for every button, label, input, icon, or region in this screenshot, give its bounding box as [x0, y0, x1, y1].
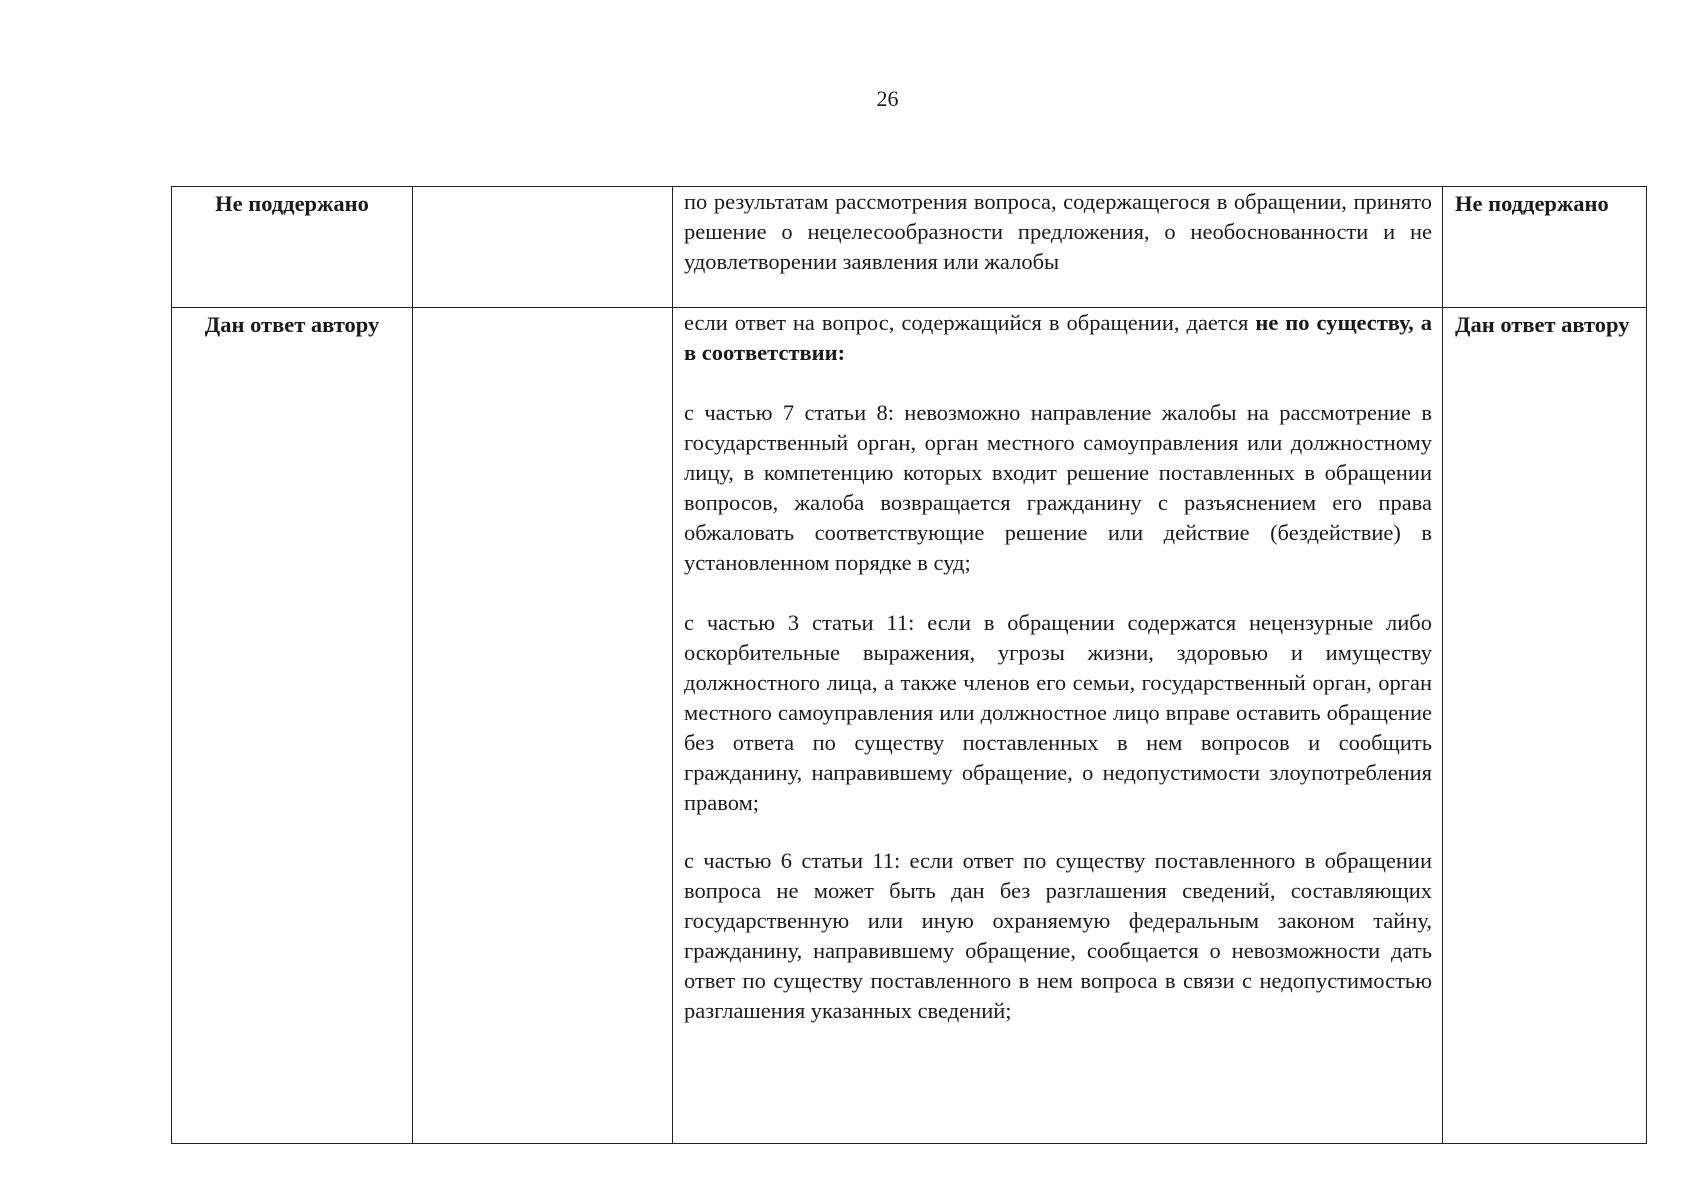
intro-plain: если ответ на вопрос, содержащийся в обращении, дается: [684, 310, 1256, 335]
status-cell-right: Не поддержано: [1443, 187, 1647, 308]
status-cell-left: Не поддержано: [172, 187, 413, 308]
table-row: [172, 308, 1647, 1144]
intro-bold: не по существу, а в соответствии:: [684, 310, 1433, 365]
description-paragraph: с частью 3 статьи 11: если в обращении содержатся нецензурные либо оскорбительные выражения, угрозы жизни, здоровью и имуществу должностного лица, а также членов его семьи, государственный орган, орган местного самоуправления или должностное лицо вправе оставить обращение без ответа по существу поставленных в нем вопросов и сообщить гражданину, направившему обращение, о недопустимости злоупотребления правом;: [684, 610, 1432, 815]
description-text: по результатам рассмотрения вопроса, содержащегося в обращении, принято решение о нецелесообразности предложения, о необоснованности и не удовлетворении заявления или жалобы: [684, 189, 1432, 274]
results-table: [171, 186, 1647, 1144]
table-row: [172, 187, 1647, 308]
empty-cell: [413, 187, 673, 308]
status-cell-right: Дан ответ автору: [1443, 308, 1647, 1144]
description-paragraph: с частью 7 статьи 8: невозможно направление жалобы на рассмотрение в государственный орган, орган местного самоуправления или должностному лицу, в компетенцию которых входит решение поставленных в обращении вопросов, жалоба возвращается гражданину с разъяснением его права обжаловать соответствующие решение или действие (бездействие) в установленном порядке в суд;: [684, 400, 1432, 575]
page-number: 26: [876, 86, 899, 111]
empty-cell: [413, 308, 673, 1144]
description-cell: [673, 308, 1443, 1144]
description-cell: [673, 187, 1443, 308]
description-intro: [684, 308, 1432, 368]
status-cell-left: Дан ответ автору: [172, 308, 413, 1144]
description-paragraph: с частью 6 статьи 11: если ответ по существу поставленного в обращении вопроса не может быть дан без разглашения сведений, составляющих государственную или иную охраняемую федеральным законом тайну, гражданину, направившему обращение, сообщается о невозможности дать ответ по существу поставленного в нем вопроса в связи с недопустимостью разглашения указанных сведений;: [684, 848, 1432, 1023]
